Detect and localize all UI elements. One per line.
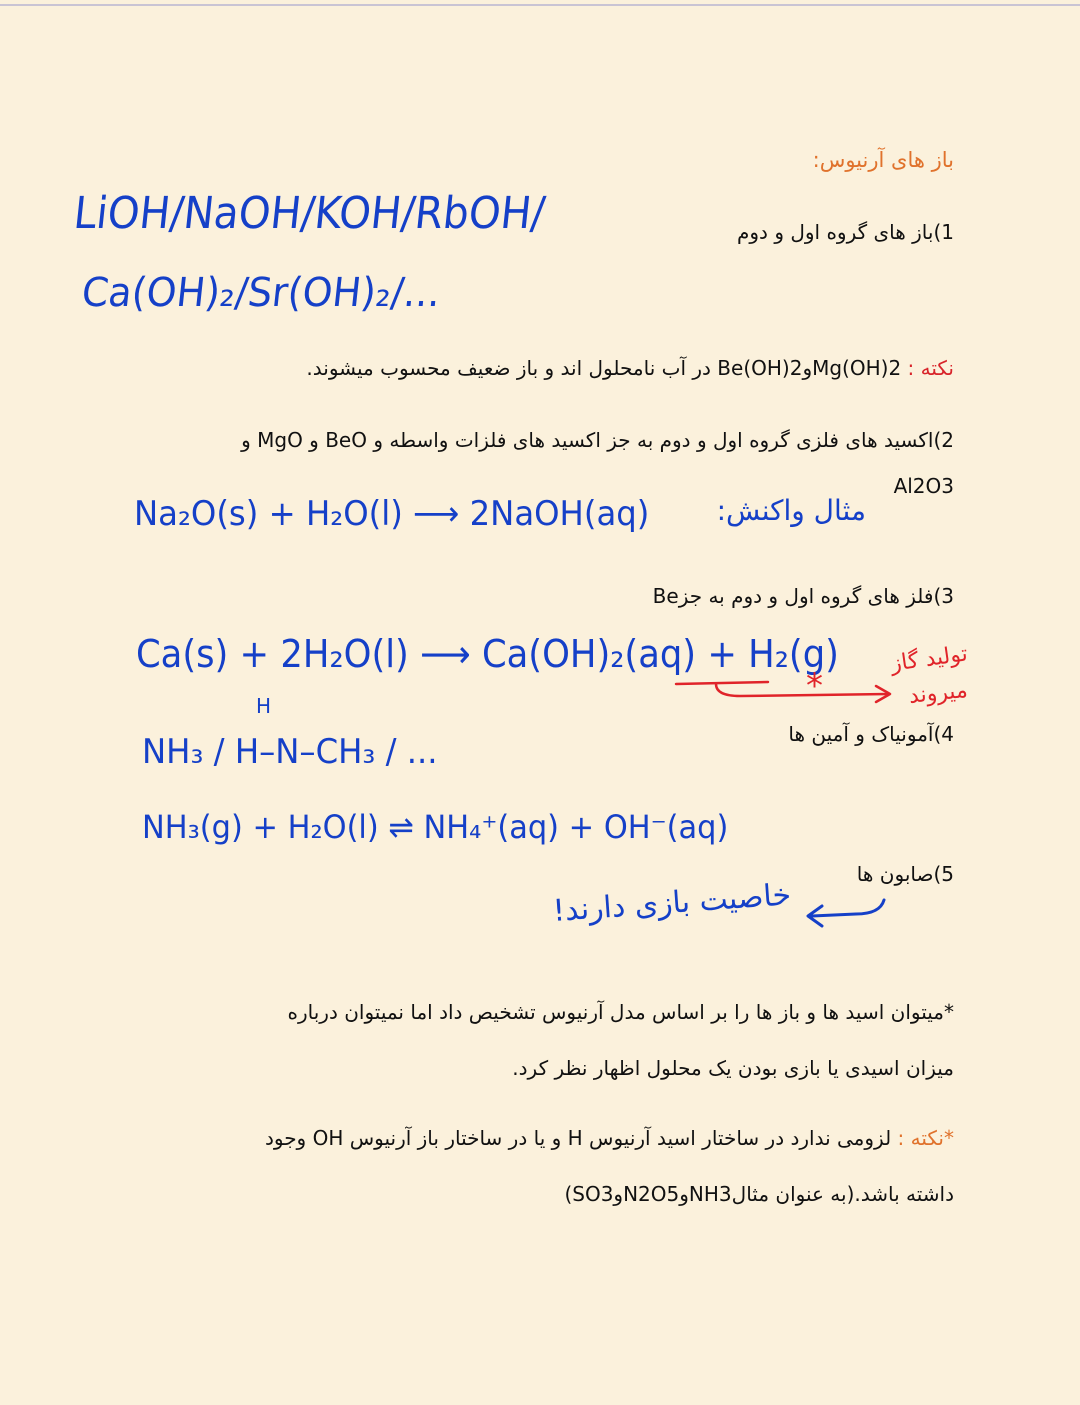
note2-text-line1: لزومی ندارد در ساختار اسید آرنیوس H و یا در ساختار باز آرنیوس OH وجود [264,1126,892,1150]
item4-label: 4)آمونیاک و آمین ها [788,722,954,746]
item3-label: 3)فلز های گروه اول و دوم به جزBe [652,584,954,608]
red-underline-stroke [676,682,768,684]
note2-label: *نکته : [897,1126,954,1150]
note1-label: نکته : [907,356,954,380]
handwritten-oxide-reaction: Na₂O(s) + H₂O(l) ⟶ 2NaOH(aq) [134,494,650,534]
handwritten-gas-note-line1: تولید گاز [889,641,969,677]
star-mark: * [806,666,823,706]
handwritten-bases-line2: Ca(OH)₂/Sr(OH)₂/... [79,270,443,316]
handwritten-amine-examples: NH₃ / H–N–CH₃ / ... [142,732,438,772]
red-arrow-stroke [716,684,888,696]
item2-line1: 2)اکسید های فلزی گروه اول و دوم به جز اکسید های فلزات واسطه و BeO و MgO و [241,428,954,452]
section-title: باز های آرنیوس: [812,148,954,172]
paragraph-line2: میزان اسیدی یا بازی بودن یک محلول اظهار نظر کرد. [512,1056,954,1080]
note2-line2: داشته باشد.(به عنوان مثالNH3وN2O5وSO3) [564,1182,954,1206]
handwritten-metal-reaction: Ca(s) + 2H₂O(l) ⟶ Ca(OH)₂(aq) + H₂(g) [136,632,839,676]
paragraph-line1: *میتوان اسید ها و باز ها را بر اساس مدل آرنیوس تشخیص داد اما نمیتوان درباره [287,1000,954,1024]
handwritten-example-label: مثال واکنش: [716,494,866,527]
item5-label: 5)صابون ها [856,862,954,886]
item2-line2: Al2O3 [893,474,954,498]
handwritten-amine-top-h: H [256,694,272,718]
blue-soap-arrow-stroke [812,900,884,916]
handwritten-soap-note: خاصیت بازی دارند! [552,877,793,929]
handwritten-ammonia-reaction: NH₃(g) + H₂O(l) ⇌ NH₄⁺(aq) + OH⁻(aq) [142,808,729,846]
note1-text: Mg(OH)2وBe(OH)2 در آب نامحلول اند و باز ضعیف محسوب میشوند. [306,356,902,380]
item1-label: 1)باز های گروه اول و دوم [737,220,954,244]
handwritten-gas-note-line2: میروند [907,677,969,709]
handwritten-bases-line1: LiOH/NaOH/KOH/RbOH/ [71,188,548,239]
